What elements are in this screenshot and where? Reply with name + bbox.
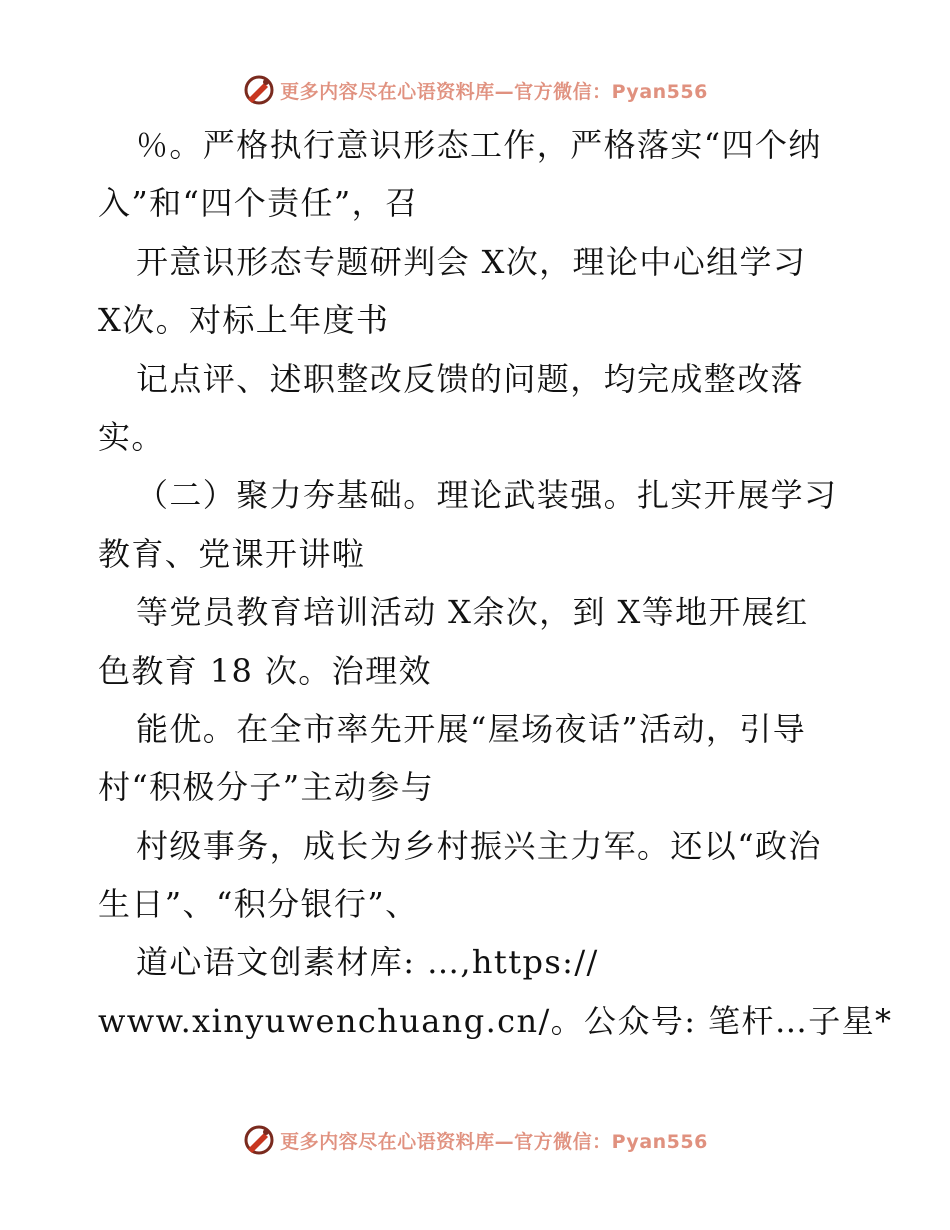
- text-line: 教育、党课开讲啦: [98, 534, 366, 573]
- text-line: X次。对标上年度书: [98, 301, 390, 340]
- text-line: 村“积极分子”主动参与: [98, 768, 435, 807]
- text-line: 等党员教育培训活动 X余次，到 X等地开展红: [136, 593, 809, 632]
- footer-watermark: [0, 1120, 950, 1160]
- text-line: 入”和“四个责任”，召: [98, 184, 419, 223]
- header-watermark: [0, 70, 950, 110]
- text-line: www.xinyuwenchuang.cn/。公众号: 笔杆…子星*: [98, 1001, 893, 1040]
- text-line: （二）聚力夯基础。理论武装强。扎实开展学习: [136, 476, 838, 515]
- text-line: 村级事务，成长为乡村振兴主力军。还以“政治: [136, 826, 822, 865]
- text-line: 实。: [98, 417, 165, 456]
- footer-watermark-text: 更多内容尽在心语资料库—官方微信：Pyan556: [280, 1130, 708, 1153]
- pen-seal-logo-icon: [242, 73, 276, 107]
- text-line: ％。严格执行意识形态工作，严格落实“四个纳: [136, 126, 822, 164]
- document-body: [98, 116, 893, 1050]
- text-line: 色教育 18 次。治理效: [98, 651, 432, 690]
- text-line: 记点评、述职整改反馈的问题，均完成整改落: [136, 359, 805, 398]
- text-line: 道心语文创素材库: …,https://: [136, 943, 599, 982]
- text-line: 生日”、“积分银行”、: [98, 885, 419, 924]
- pen-seal-logo-icon: [242, 1123, 276, 1157]
- header-watermark-text: 更多内容尽在心语资料库—官方微信：Pyan556: [280, 80, 708, 103]
- text-line: 能优。在全市率先开展“屋场夜话”活动，引导: [136, 709, 807, 748]
- text-line: 开意识形态专题研判会 X次，理论中心组学习: [136, 242, 807, 281]
